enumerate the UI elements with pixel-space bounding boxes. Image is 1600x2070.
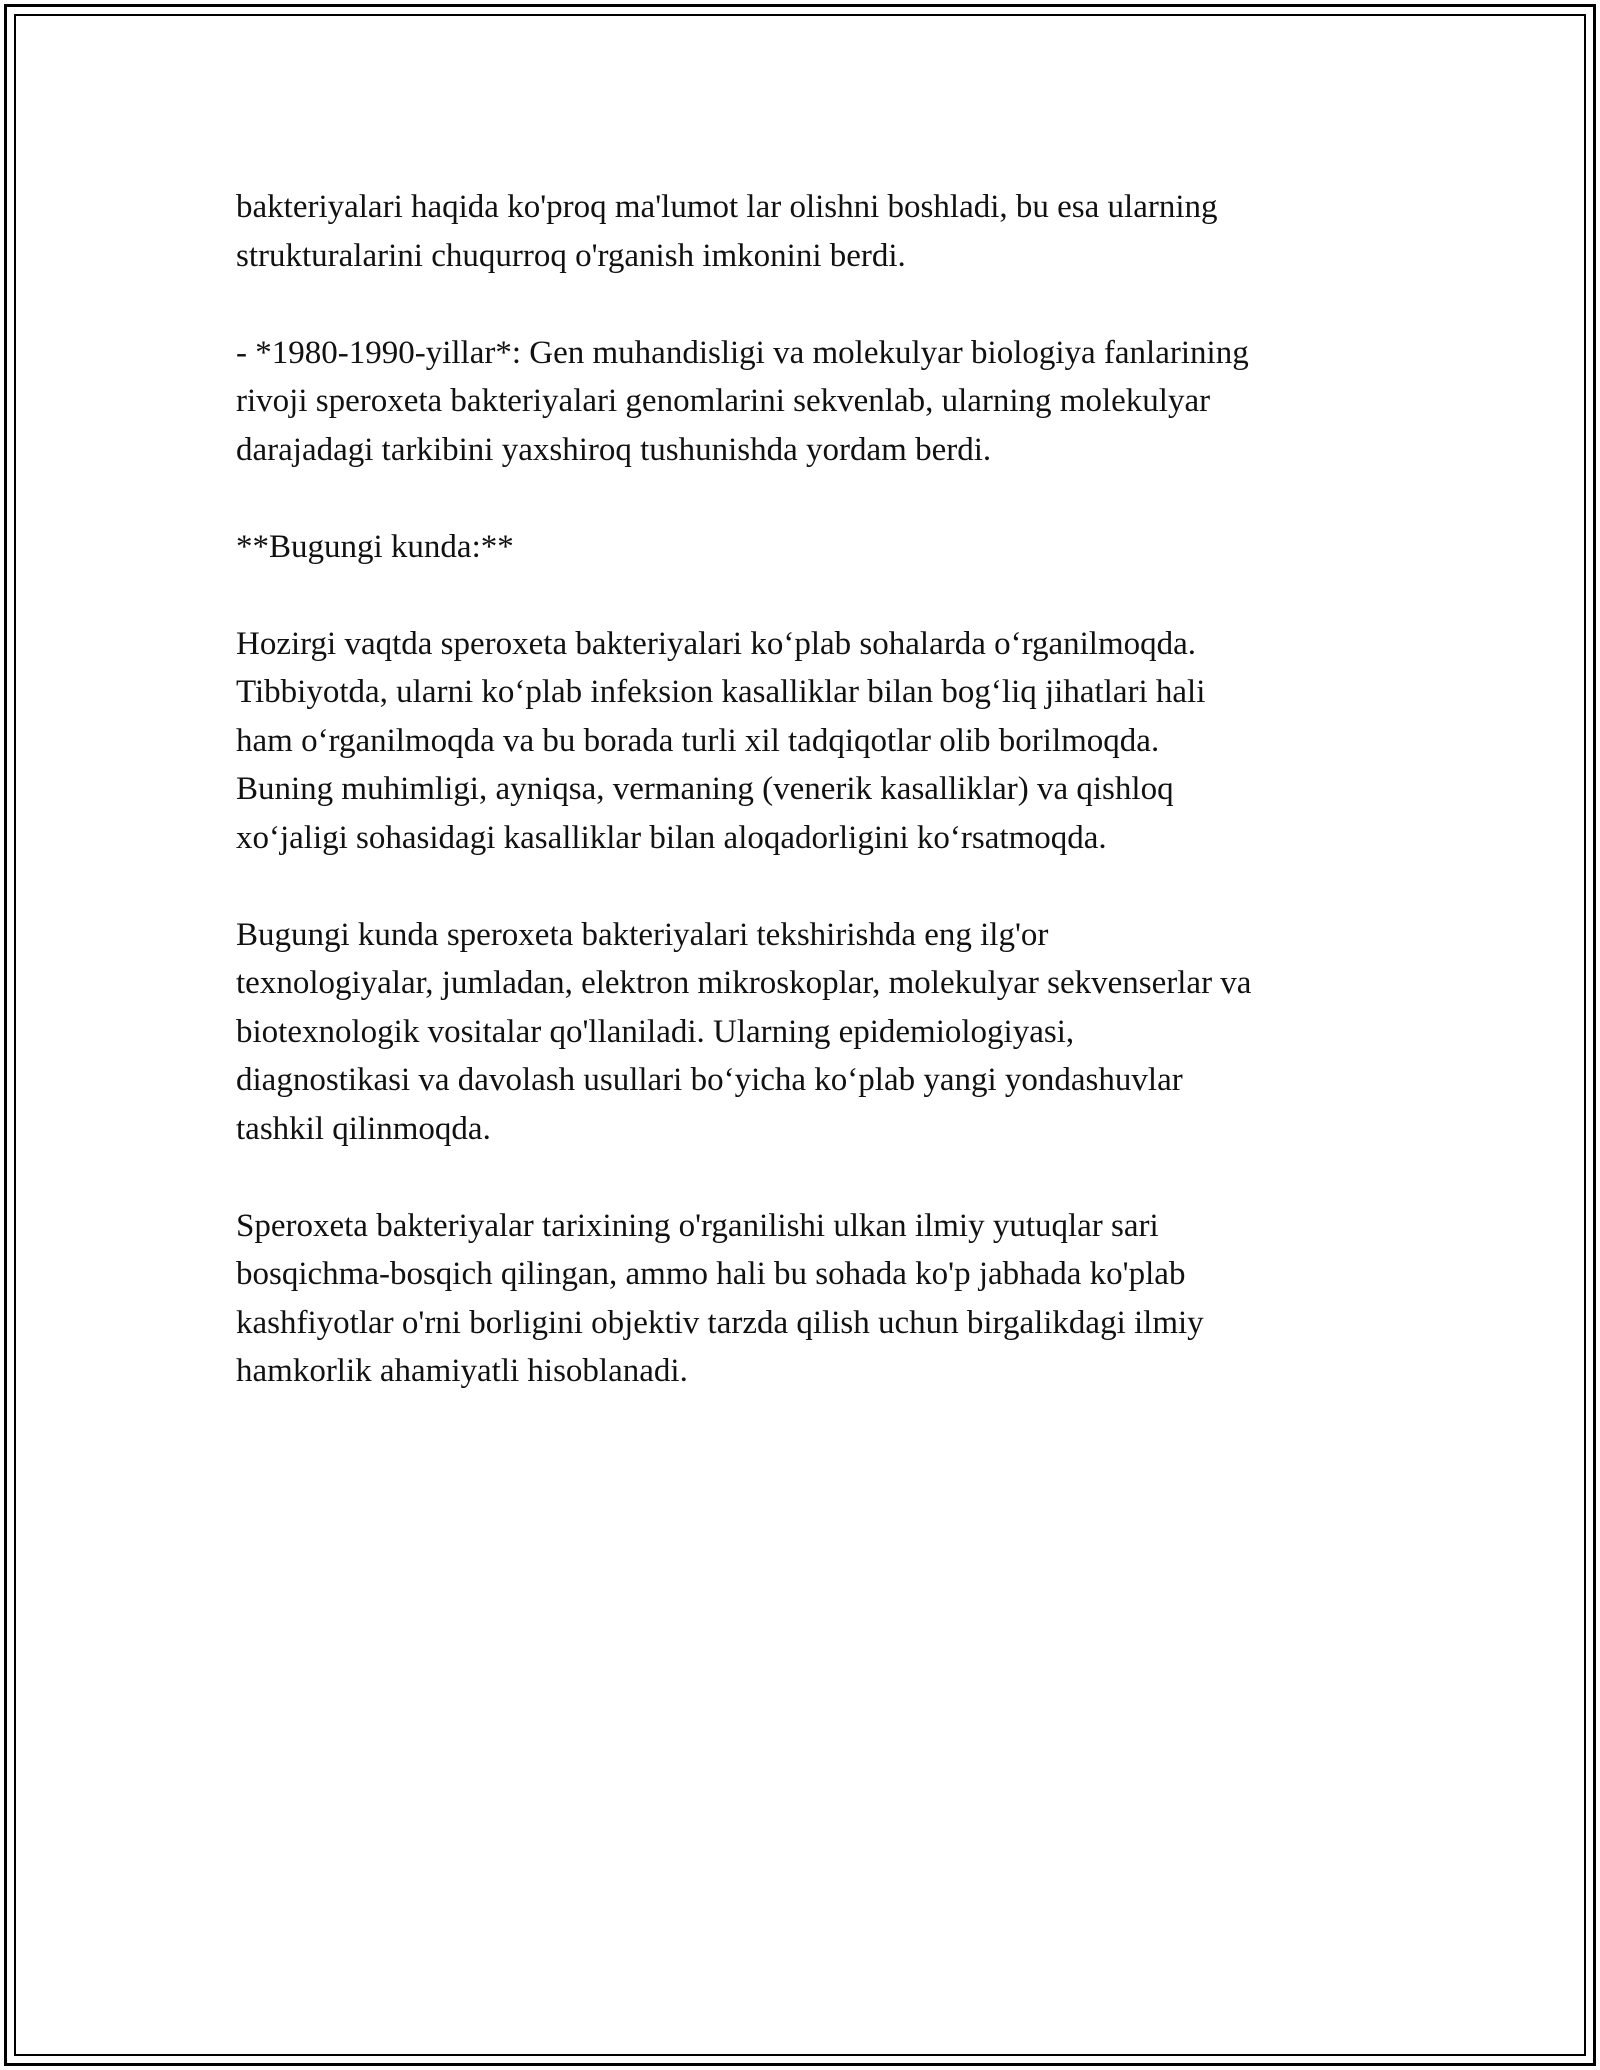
paragraph-speroxeta-tarixi: Speroxeta bakteriyalar tarixining o'rganilishi ulkan ilmiy yutuqlar sari bosqichma-bosqich qilingan, ammo hali bu sohada ko'p jabhada ko'plab kashfiyotlar o'rni borligini objektiv tarzda qilish uchun birgalikdagi ilmiy hamkorlik ahamiyatli hisoblanadi. xyxy=(236,1207,1204,1389)
paragraph-continuation: bakteriyalari haqida ko'proq ma'lumot lar olishni boshladi, bu esa ularning strukturalarini chuqurroq o'rganish imkonini berdi. xyxy=(236,189,1218,274)
document-body xyxy=(236,183,1376,1444)
paragraph-hozirgi-vaqtda: Hozirgi vaqtda speroxeta bakteriyalari koʻplab sohalarda oʻrganilmoqda. Tibbiyotda, ularni koʻplab infeksion kasalliklar bilan bogʻliq jihatlari hali ham oʻrganilmoqda va bu borada turli xil tadqiqotlar olib borilmoqda. Buning muhimligi, ayniqsa, vermaning (venerik kasalliklar) va qishloq xoʻjaligi sohasidagi kasalliklar bilan aloqadorligini koʻrsatmoqda. xyxy=(236,625,1206,856)
paragraph-1980-1990: - *1980-1990-yillar*: Gen muhandisligi va molekulyar biologiya fanlarining rivoji speroxeta bakteriyalari genomlarini sekvenlab, ularning molekulyar darajadagi tarkibini yaxshiroq tushunishda yordam berdi. xyxy=(236,334,1249,468)
section-heading-bugungi-kunda: **Bugungi kunda:** xyxy=(236,528,514,565)
paragraph-bugungi-kunda-tekshirish: Bugungi kunda speroxeta bakteriyalari tekshirishda eng ilg'or texnologiyalar, jumladan, elektron mikroskoplar, molekulyar sekvenserlar va biotexnologik vositalar qo'llaniladi. Ularning epidemiologiyasi, diagnostikasi va davolash usullari boʻyicha koʻplab yangi yondashuvlar tashkil qilinmoqda. xyxy=(236,916,1252,1147)
